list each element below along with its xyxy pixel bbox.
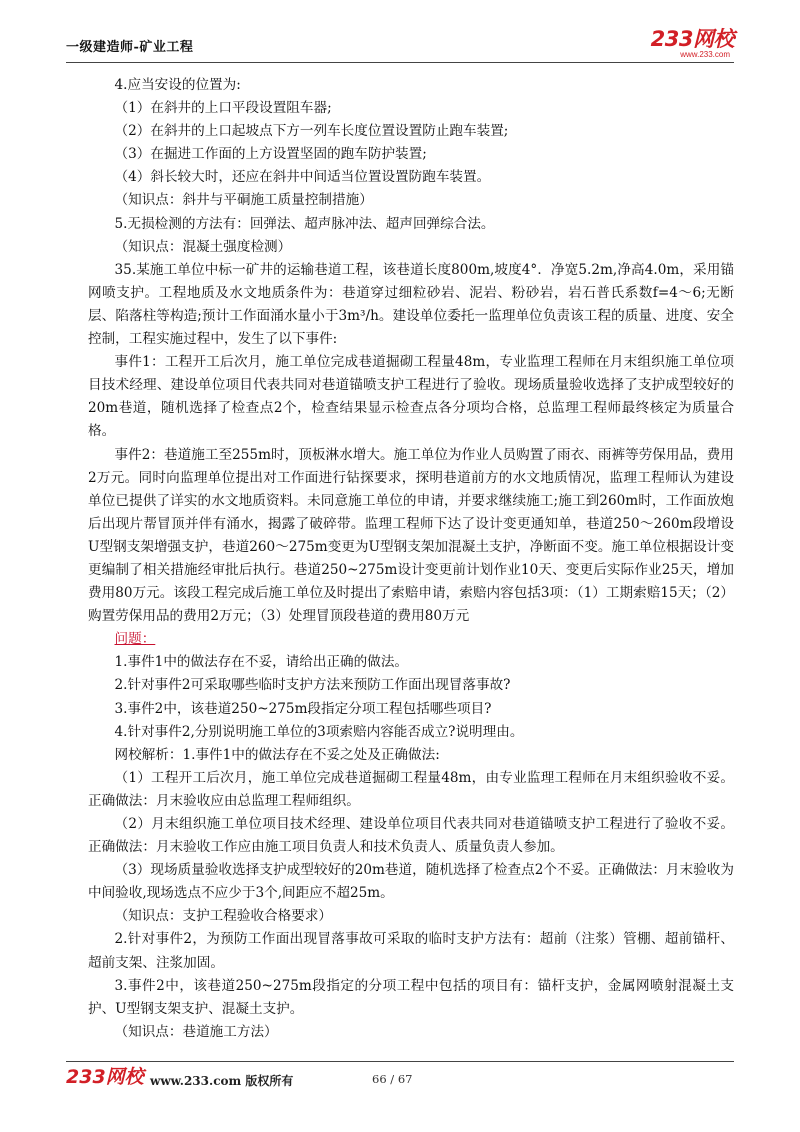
knowledge-point: （知识点：斜井与平硐施工质量控制措施） — [114, 192, 373, 209]
answer-heading: 5.无损检测的方法有：回弹法、超声脉冲法、超声回弹综合法。 — [114, 215, 495, 232]
question-item: 1.事件1中的做法存在不妥，请给出正确的做法。 — [114, 654, 409, 671]
analysis-item: （2）月末组织施工单位项目技术经理、建设单位项目代表共同对巷道锚喷支护工程进行了验收不妥。正确做法：月末验收工作应由施工项目负责人和技术负责人、质量负责人参加。 — [88, 816, 734, 856]
knowledge-point: （知识点：混凝土强度检测） — [114, 238, 292, 255]
page-header — [66, 28, 734, 62]
answer-item: （1）在斜井的上口平段设置阻车器; — [114, 100, 332, 117]
brand-logo — [651, 28, 734, 59]
answer-item: （2）在斜井的上口起坡点下方一列车长度位置设置防止跑车装置; — [114, 123, 509, 140]
answer-heading: 4.应当安设的位置为: — [114, 77, 241, 93]
analysis-item: 3.事件2中，该巷道250~275m段指定的分项工程中包括的项目有：锚杆支护，金属网喷射混凝土支护、U型钢支架支护、混凝土支护。 — [88, 977, 734, 1017]
case-description: 35.某施工单位中标一矿井的运输巷道工程，该巷道长度800m,坡度4°．净宽5.2m,净高4.0m，采用锚网喷支护。工程地质及水文地质条件为：巷道穿过细粒砂岩、泥岩、粉砂岩，岩石普氏系数f=4～6;无断层、陷落柱等构造;预计工作面涌水量小于3m³/h。建设单位委托一监理单位负责该工程的质量、进度、安全控制，工程实施过程中，发生了以下事件: — [88, 261, 734, 348]
question-item: 3.事件2中，该巷道250~275m段指定分项工程包括哪些项目? — [114, 700, 492, 717]
footer-divider — [66, 1061, 734, 1062]
header-divider — [66, 62, 734, 63]
analysis-item: （1）工程开工后次月，施工单位完成巷道掘砌工程量48m，由专业监理工程师在月末组织验收不妥。正确做法：月末验收应由总监理工程师组织。 — [88, 769, 734, 809]
question-item: 2.针对事件2可采取哪些临时支护方法来预防工作面出现冒落事故? — [114, 677, 511, 694]
brand-logo-text: 233网校 — [650, 27, 734, 51]
answer-item: （3）在掘进工作面的上方设置坚固的跑车防护装置; — [114, 146, 427, 163]
question-item: 4.针对事件2,分别说明施工单位的3项索赔内容能否成立?说明理由。 — [114, 723, 524, 740]
analysis-heading: 网校解析：1.事件1中的做法存在不妥之处及正确做法: — [114, 746, 440, 763]
page-number: 66 / 67 — [372, 1072, 413, 1086]
knowledge-point: （知识点：支护工程验收合格要求） — [114, 908, 333, 925]
event-2: 事件2：巷道施工至255m时，顶板淋水增大。施工单位为作业人员购置了雨衣、雨裤等劳保用品，费用2万元。同时向监理单位提出对工作面进行钻探要求，探明巷道前方的水文地质情况，监理工程师认为建设单位已提供了详实的水文地质资料。未同意施工单位的申请，并要求继续施工;施工到260m时，工作面放炮后出现片帮冒顶并伴有涌水，揭露了破碎带。监理工程师下达了设计变更通知单，巷道250～260m段增设U型钢支架增强支护，巷道260～275m变更为U型钢支架加混凝土支护，净断面不变。施工单位根据设计变更编制了相关措施经审批后执行。巷道250~275m设计变更前计划作业10天、变更后实际作业25天，增加费用80万元。该段工程完成后施工单位及时提出了索赔申请，索赔内容包括3项：（1）工期索赔15天；（2）购置劳保用品的费用2万元；（3）处理冒顶段巷道的费用80万元 — [88, 446, 734, 625]
answer-item: （4）斜长较大时，还应在斜井中间适当位置设置防跑车装置。 — [114, 169, 491, 186]
knowledge-point: （知识点：巷道施工方法） — [114, 1023, 278, 1040]
analysis-item: （3）现场质量验收选择支护成型较好的20m巷道，随机选择了检查点2个不妥。正确做法：月末验收为中间验收,现场选点不应少于3个,间距应不超25m。 — [88, 862, 734, 902]
analysis-item: 2.针对事件2，为预防工作面出现冒落事故可采取的临时支护方法有：超前（注浆）管棚、超前锚杆、超前支架、注浆加固。 — [88, 931, 734, 971]
document-body — [88, 74, 734, 1044]
document-title: 一级建造师-矿业工程 — [66, 40, 194, 55]
footer-logo: 233网校 — [66, 1066, 144, 1088]
brand-logo-url: www.233.com — [680, 50, 730, 59]
questions-heading — [88, 628, 734, 651]
footer-copyright: www.233.com 版权所有 — [150, 1074, 294, 1088]
event-1: 事件1：工程开工后次月，施工单位完成巷道掘砌工程量48m，专业监理工程师在月末组织施工单位项目技术经理、建设单位项目代表共同对巷道锚喷支护工程进行了验收。现场质量验收选择了支护成型较好的20m巷道，随机选择了检查点2个，检查结果显示检查点各分项均合格，总监理工程师最终核定为质量合格。 — [88, 354, 734, 440]
questions-label: 问题： — [114, 631, 156, 648]
